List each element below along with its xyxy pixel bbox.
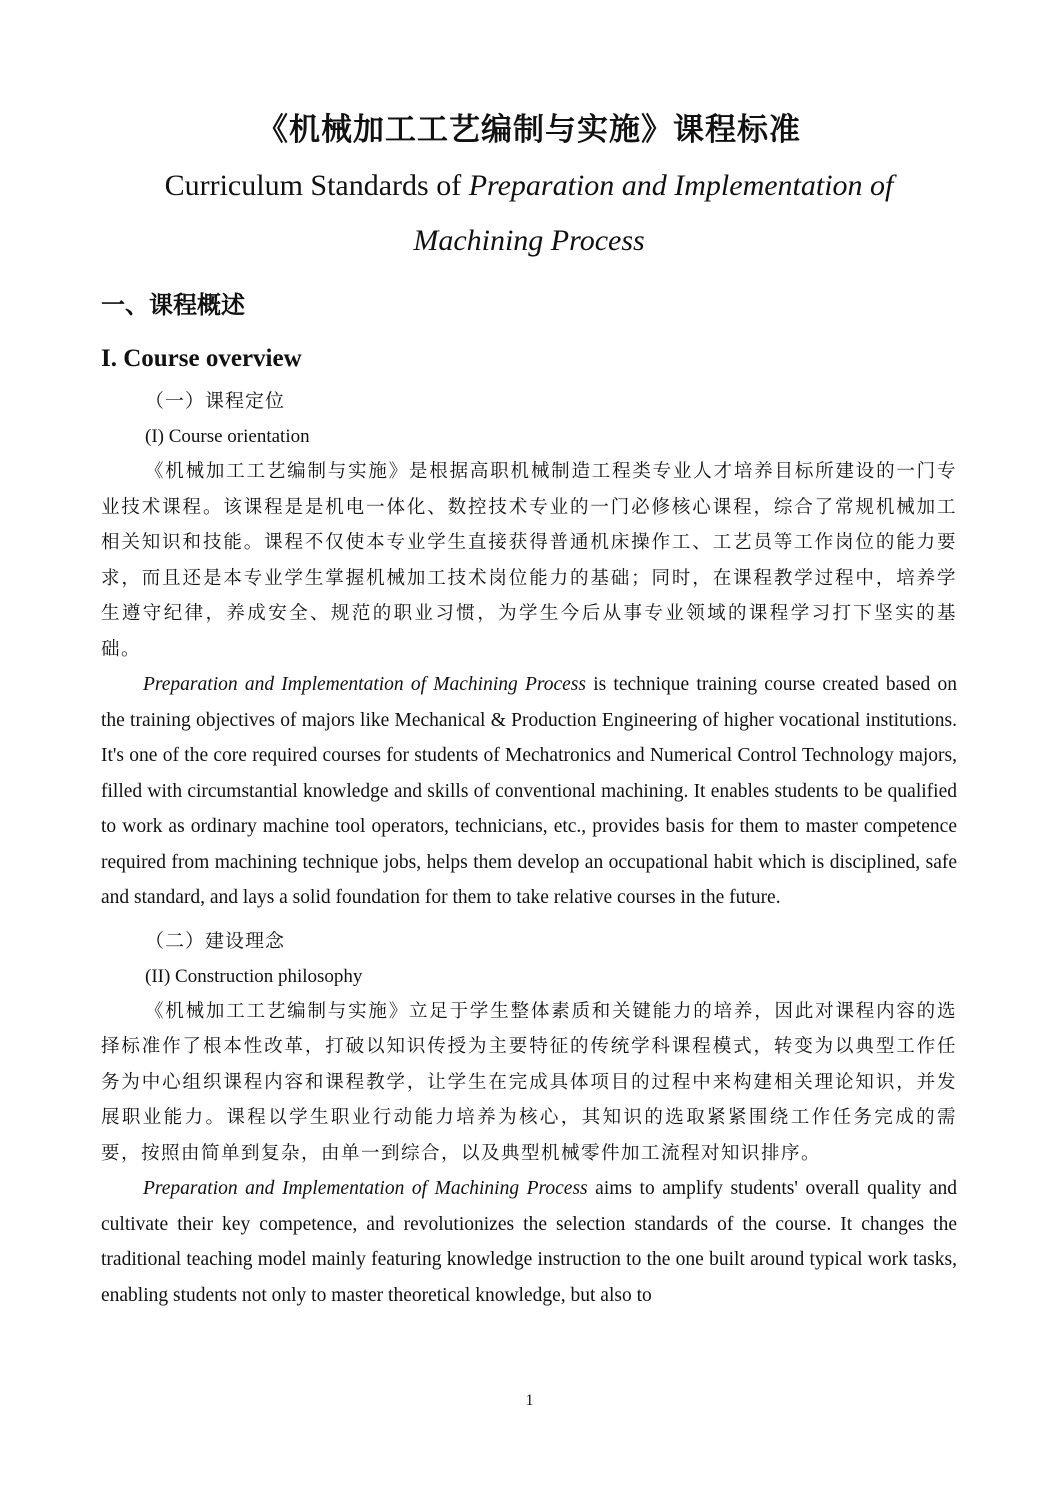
paragraph-english-2-text: aims to amplify students' overall quality and cultivate their key competence, and revolutionizes the selection standards of the course. It changes the traditional teaching model mainly featuring knowledge instruction to the one built around typical work tasks, enabling students not only to master theoretical knowledge, but also to xyxy=(101,1178,957,1306)
course-name-italic: Preparation and Implementation of Machining Process xyxy=(143,674,586,695)
paragraph-english-1 xyxy=(101,667,957,916)
subsection-heading-chinese-2: （二）建设理念 xyxy=(145,929,286,952)
paragraph-chinese-2: 《机械加工工艺编制与实施》立足于学生整体素质和关键能力的培养，因此对课程内容的选择标准作了根本性改革，打破以知识传授为主要特征的传统学科课程模式，转变为以典型工作任务为中心组织课程内容和课程教学，让学生在完成具体项目的过程中来构建相关理论知识，并发展职业能力。课程以学生职业行动能力培养为核心，其知识的选取紧紧围绕工作任务完成的需要，按照由简单到复杂，由单一到综合，以及典型机械零件加工流程对知识排序。 xyxy=(101,1000,957,1164)
paragraph-english-1-text: is technique training course created based on the training objectives of majors like Mechanical & Production Engineering of higher vocational institutions. It's one of the core required courses for students of Mechatronics and Numerical Control Technology majors, filled with circumstantial knowledge and skills of conventional machining. It enables students to be qualified to work as ordinary machine tool operators, technicians, etc., provides basis for them to master competence required from machining technique jobs, helps them develop an occupational habit which is disciplined, safe and standard, and lays a solid foundation for them to take relative courses in the future. xyxy=(101,674,958,908)
section-heading-english: I. Course overview xyxy=(101,345,302,372)
title-chinese: 《机械加工工艺编制与实施》课程标准 xyxy=(257,112,801,148)
section-heading-chinese: 一、课程概述 xyxy=(101,291,245,319)
paragraph-chinese-1: 《机械加工工艺编制与实施》是根据高职机械制造工程类专业人才培养目标所建设的一门专业技术课程。该课程是是机电一体化、数控技术专业的一门必修核心课程，综合了常规机械加工相关知识和技能。课程不仅使本专业学生直接获得普通机床操作工、工艺员等工作岗位的能力要求，而且还是本专业学生掌握机械加工技术岗位能力的基础；同时，在课程教学过程中，培养学生遵守纪律，养成安全、规范的职业习惯，为学生今后从事专业领域的课程学习打下坚实的基础。 xyxy=(101,461,957,660)
course-name-italic: Preparation and Implementation of Machining Process xyxy=(143,1178,588,1199)
subsection-heading-chinese-1: （一）课程定位 xyxy=(145,390,286,412)
title-english-italic: Preparation and Implementation of Machining Process xyxy=(413,169,894,257)
title-english xyxy=(101,158,957,268)
subsection-heading-english-1: (I) Course orientation xyxy=(145,426,310,447)
title-english-plain: Curriculum Standards of xyxy=(164,169,469,202)
paragraph-english-2 xyxy=(101,1171,957,1313)
page-number: 1 xyxy=(525,1392,534,1409)
subsection-heading-english-2: (II) Construction philosophy xyxy=(145,965,363,987)
document-page xyxy=(101,108,957,1313)
